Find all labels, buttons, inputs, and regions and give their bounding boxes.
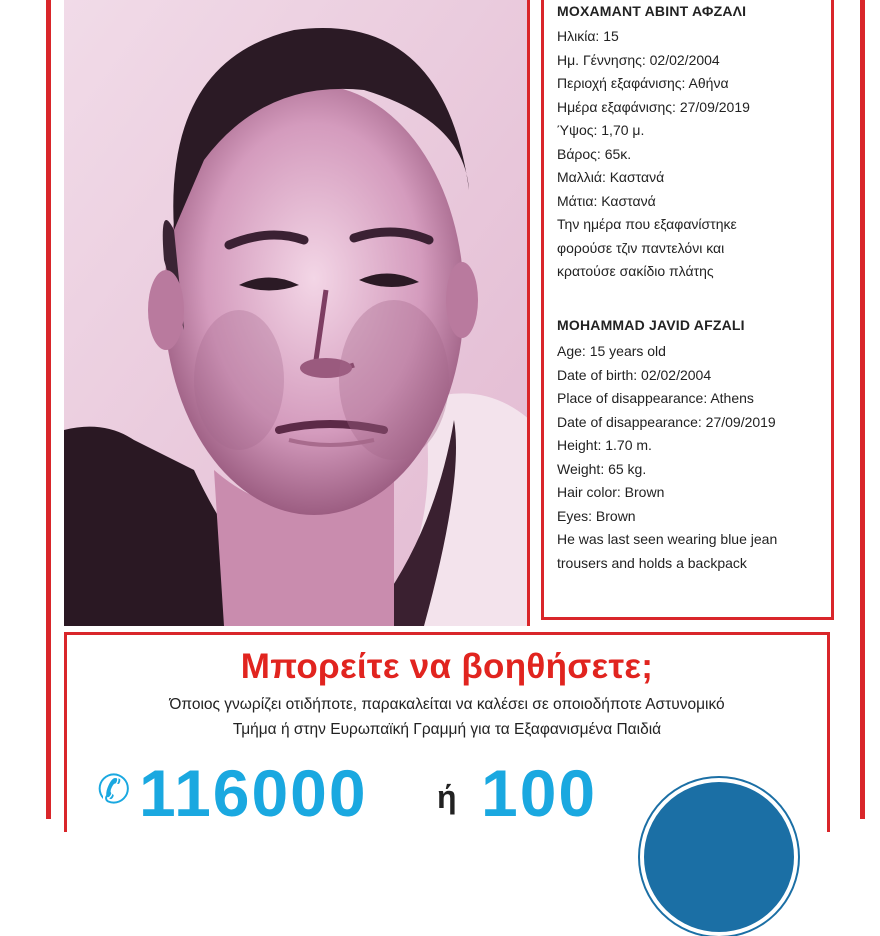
english-place: Place of disappearance: Athens	[557, 390, 754, 406]
greek-hair: Μαλλιά: Καστανά	[557, 169, 665, 185]
info-panel	[541, 0, 834, 620]
help-text	[67, 692, 827, 742]
english-height: Height: 1.70 m.	[557, 437, 652, 453]
greek-place: Περιοχή εξαφάνισης: Αθήνα	[557, 75, 729, 91]
help-title: Μπορείτε να βοηθήσετε;	[240, 647, 654, 686]
hotline-116000[interactable]: 116000	[139, 756, 368, 830]
greek-birth-date: Ημ. Γέννησης: 02/02/2004	[557, 51, 720, 68]
greek-info	[557, 0, 750, 284]
child-photo-illustration	[64, 0, 530, 626]
hotline-100[interactable]: 100	[481, 756, 598, 830]
english-birth-date: Date of birth: 02/02/2004	[557, 366, 712, 383]
help-text-line-2: Τμήμα ή στην Ευρωπαϊκή Γραμμή για τα Εξαφανισμένα Παιδιά	[232, 721, 662, 738]
english-hair: Hair color: Brown	[557, 484, 665, 500]
english-age: Age: 15 years old	[557, 343, 666, 359]
greek-age: Ηλικία: 15	[557, 28, 619, 44]
child-photo	[64, 0, 530, 626]
greek-date: Ημέρα εξαφάνισης: 27/09/2019	[557, 98, 750, 115]
english-weight: Weight: 65 kg.	[557, 460, 647, 477]
greek-weight: Βάρος: 65κ.	[557, 145, 632, 162]
or-separator: ή	[437, 779, 457, 815]
organization-logo-icon	[640, 778, 798, 936]
greek-clothing-2: φορούσε τζιν παντελόνι και	[557, 239, 725, 256]
greek-eyes: Μάτια: Καστανά	[557, 192, 656, 209]
greek-clothing-3: κρατούσε σακίδιο πλάτης	[557, 263, 714, 279]
greek-height: Ύψος: 1,70 μ.	[557, 122, 645, 138]
english-clothing-1: He was last seen wearing blue jean	[557, 531, 778, 547]
phone-icon: ✆	[97, 767, 131, 813]
greek-clothing-1: Την ημέρα που εξαφανίστηκε	[557, 216, 737, 232]
english-info	[557, 316, 777, 575]
frame-right-border	[860, 0, 865, 819]
frame-left-border	[46, 0, 51, 819]
help-text-line-1: Όποιος γνωρίζει οτιδήποτε, παρακαλείται να καλέσει σε οποιοδήποτε Αστυνομικό	[169, 696, 725, 713]
english-name: MOHAMMAD JAVID AFZALI	[557, 317, 745, 333]
english-clothing-2: trousers and holds a backpack	[557, 554, 747, 571]
english-eyes: Eyes: Brown	[557, 507, 636, 524]
greek-name: ΜΟΧΑΜΑΝΤ ΑΒΙΝΤ ΑΦΖΑΛΙ	[557, 3, 747, 19]
english-date: Date of disappearance: 27/09/2019	[557, 413, 776, 430]
